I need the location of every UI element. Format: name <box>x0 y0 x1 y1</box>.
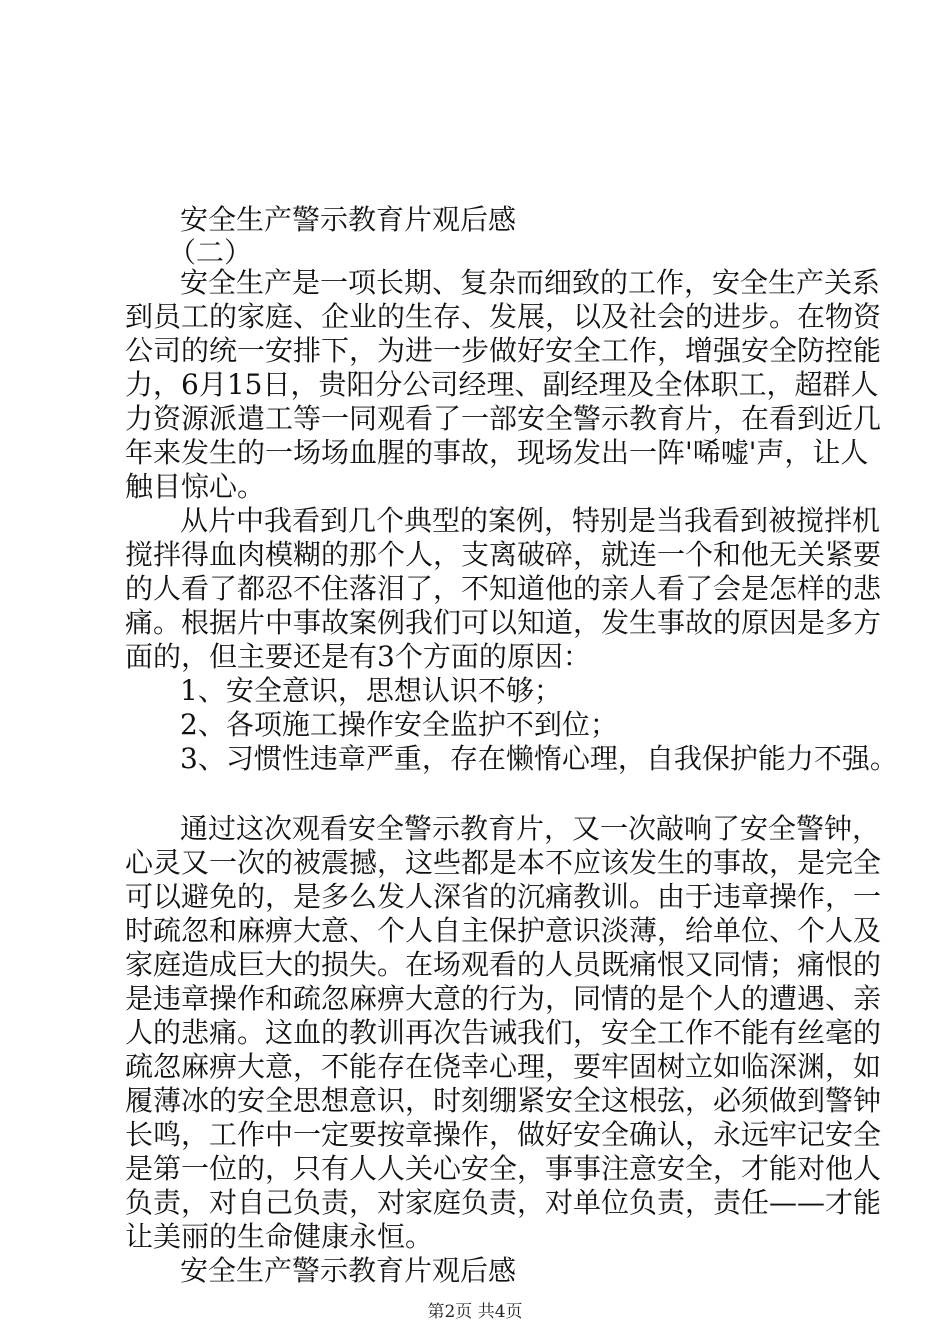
body-line: 是第一位的，只有人人关心安全，事事注意安全，才能对他人 <box>125 1152 882 1185</box>
closing-title-line: 安全生产警示教育片观后感 <box>180 1254 517 1287</box>
body-line: 到员工的家庭、企业的生存、发展，以及社会的进步。在物资 <box>125 300 882 333</box>
body-line: 人的悲痛。这血的教训再次告诫我们，安全工作不能有丝毫的 <box>125 1016 882 1049</box>
body-line: 可以避免的，是多么发人深省的沉痛教训。由于违章操作，一 <box>125 880 882 913</box>
list-item: 3、习惯性违章严重，存在懒惰心理，自我保护能力不强。 <box>180 742 898 775</box>
title-line: 安全生产警示教育片观后感 <box>180 203 517 236</box>
subtitle-line: （二） <box>168 236 253 269</box>
body-line: 痛。根据片中事故案例我们可以知道，发生事故的原因是多方 <box>125 606 882 639</box>
body-line: 履薄冰的安全思想意识，时刻绷紧安全这根弦，必须做到警钟 <box>125 1084 882 1117</box>
body-line: 从片中我看到几个典型的案例，特别是当我看到被搅拌机 <box>180 504 881 537</box>
body-line: 年来发生的一场场血腥的事故，现场发出一阵'唏嘘'声，让人 <box>125 436 869 469</box>
page-footer: 第2页 共4页 <box>427 1302 523 1322</box>
body-line: 疏忽麻痹大意，不能存在侥幸心理，要牢固树立如临深渊，如 <box>125 1050 882 1083</box>
list-item: 1、安全意识，思想认识不够； <box>180 674 562 707</box>
list-item: 2、各项施工操作安全监护不到位； <box>180 708 618 741</box>
body-line: 的人看了都忍不住落泪了，不知道他的亲人看了会是怎样的悲 <box>125 572 882 605</box>
body-line: 面的，但主要还是有3个方面的原因： <box>125 640 591 673</box>
body-line: 力，6月15日，贵阳分公司经理、副经理及全体职工，超群人 <box>125 368 879 401</box>
body-line: 搅拌得血肉模糊的那个人，支离破碎，就连一个和他无关紧要 <box>125 538 882 571</box>
body-line: 让美丽的生命健康永恒。 <box>125 1220 434 1253</box>
body-line: 是违章操作和疏忽麻痹大意的行为，同情的是个人的遭遇、亲 <box>125 982 882 1015</box>
body-line: 公司的统一安排下，为进一步做好安全工作，增强安全防控能 <box>125 334 882 367</box>
body-line: 长鸣，工作中一定要按章操作，做好安全确认，永远牢记安全 <box>125 1118 882 1151</box>
body-line: 家庭造成巨大的损失。在场观看的人员既痛恨又同情；痛恨的 <box>125 948 882 981</box>
body-line: 力资源派遣工等一同观看了一部安全警示教育片，在看到近几 <box>125 402 882 435</box>
body-line: 通过这次观看安全警示教育片，又一次敲响了安全警钟， <box>180 812 881 845</box>
body-line: 心灵又一次的被震撼，这些都是本不应该发生的事故，是完全 <box>125 846 882 879</box>
body-line: 时疏忽和麻痹大意、个人自主保护意识淡薄，给单位、个人及 <box>125 914 882 947</box>
body-line: 负责，对自己负责，对家庭负责，对单位负责，责任——才能 <box>125 1186 882 1219</box>
body-line: 安全生产是一项长期、复杂而细致的工作，安全生产关系 <box>180 266 881 299</box>
body-line: 触目惊心。 <box>125 470 266 503</box>
